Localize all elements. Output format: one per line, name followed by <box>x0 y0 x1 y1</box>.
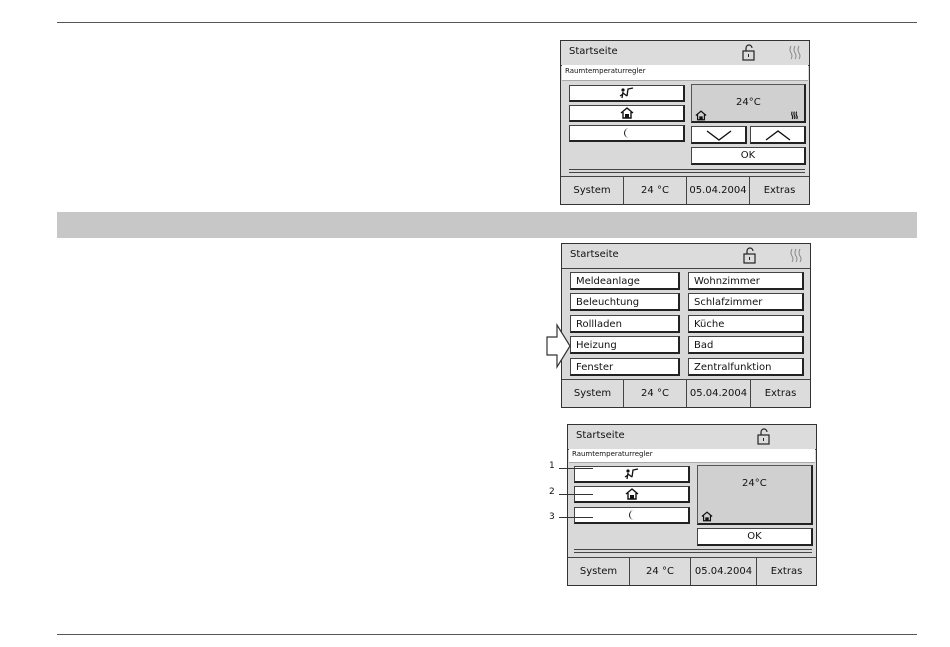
moon-icon <box>627 509 637 521</box>
menu-item-label: Wohnzimmer <box>694 276 760 287</box>
callout-line-2 <box>559 494 593 495</box>
underlay-edge <box>569 169 805 173</box>
underlay-edge <box>574 549 812 553</box>
extras-button[interactable]: Extras <box>764 388 797 399</box>
callout-2: 2 <box>549 487 555 497</box>
date: 05.04.2004 <box>687 177 750 204</box>
system-button[interactable]: System <box>562 380 624 407</box>
heat-icon <box>790 110 800 120</box>
room-temperature: 24 °C <box>624 380 687 407</box>
menu-item-label: Rollladen <box>576 319 622 330</box>
temperature-value: 24°C <box>736 97 761 108</box>
menu-item-kueche[interactable] <box>688 315 804 333</box>
ok-label: OK <box>747 531 762 542</box>
house-icon <box>620 107 634 119</box>
callout-3: 3 <box>549 512 555 522</box>
room-temperature: 24 °C <box>630 558 691 585</box>
night-mode-button[interactable] <box>574 507 690 524</box>
arrow-down-icon <box>706 129 732 141</box>
menu-item-label: Bad <box>694 340 714 351</box>
comfort-person-icon <box>619 87 635 99</box>
standby-mode-button[interactable] <box>569 105 685 122</box>
status-bar <box>568 557 816 585</box>
menu-item-zentralfunktion[interactable] <box>688 358 804 376</box>
house-icon <box>625 488 639 500</box>
date: 05.04.2004 <box>691 558 757 585</box>
room-temperature: 24 °C <box>624 177 687 204</box>
callout-1: 1 <box>549 461 555 471</box>
thermostat-panel <box>560 40 810 205</box>
menu-item-label: Heizung <box>576 340 617 351</box>
temperature-down-button[interactable] <box>691 126 747 144</box>
pointer-arrow-icon <box>545 323 571 369</box>
menu-item-meldeanlage[interactable] <box>570 272 680 290</box>
lock-icon[interactable] <box>741 43 757 61</box>
menu-item-label: Zentralfunktion <box>694 362 772 373</box>
bottom-rule <box>57 634 917 635</box>
menu-item-label: Schlafzimmer <box>694 297 763 308</box>
menu-item-heizung[interactable] <box>570 336 680 354</box>
house-icon <box>695 110 707 121</box>
section-band <box>57 212 917 238</box>
comfort-person-icon <box>624 468 640 480</box>
moon-icon <box>622 127 632 139</box>
comfort-mode-button[interactable] <box>569 85 685 102</box>
callout-line-1 <box>559 468 593 469</box>
subtitle: Raumtemperaturregler <box>572 450 653 458</box>
page-title: Startseite <box>570 249 619 260</box>
house-icon <box>701 511 713 522</box>
menu-item-label: Fenster <box>576 362 614 373</box>
menu-item-wohnzimmer[interactable] <box>688 272 804 290</box>
temperature-display <box>697 465 813 525</box>
title-bar <box>568 425 816 450</box>
page-title: Startseite <box>576 430 625 441</box>
menu-item-bad[interactable] <box>688 336 804 354</box>
start-menu-panel <box>561 243 811 408</box>
subtitle: Raumtemperaturregler <box>565 67 646 75</box>
temperature-up-button[interactable] <box>750 126 806 144</box>
callout-line-3 <box>559 517 593 518</box>
thermostat-callout-panel <box>567 424 817 586</box>
temperature-display <box>691 84 806 123</box>
title-bar <box>562 244 810 269</box>
ok-button[interactable] <box>691 147 806 165</box>
arrow-up-icon <box>765 129 791 141</box>
menu-item-label: Beleuchtung <box>576 297 640 308</box>
ok-button[interactable] <box>697 528 813 546</box>
menu-item-label: Meldeanlage <box>576 276 640 287</box>
menu-item-label: Küche <box>694 319 725 330</box>
lock-icon[interactable] <box>756 427 772 445</box>
subtitle-bar <box>569 449 815 463</box>
system-button[interactable]: System <box>561 177 624 204</box>
status-bar <box>561 176 809 204</box>
menu-item-rollladen[interactable] <box>570 315 680 333</box>
menu-item-beleuchtung[interactable] <box>570 293 680 311</box>
ok-label: OK <box>740 150 756 161</box>
extras-button[interactable]: Extras <box>770 566 803 577</box>
menu-item-fenster[interactable] <box>570 358 680 376</box>
system-button[interactable]: System <box>568 558 630 585</box>
extras-button[interactable]: Extras <box>763 185 796 196</box>
top-rule <box>57 22 917 23</box>
status-bar <box>562 379 810 407</box>
menu-item-schlafzimmer[interactable] <box>688 293 804 311</box>
lock-icon[interactable] <box>742 246 758 264</box>
night-mode-button[interactable] <box>569 125 685 142</box>
date: 05.04.2004 <box>687 380 751 407</box>
title-bar <box>561 41 809 66</box>
heat-icon <box>790 246 804 264</box>
temperature-value: 24°C <box>742 478 767 489</box>
page-title: Startseite <box>569 46 618 57</box>
heat-icon <box>789 43 803 61</box>
subtitle-bar <box>562 65 808 81</box>
